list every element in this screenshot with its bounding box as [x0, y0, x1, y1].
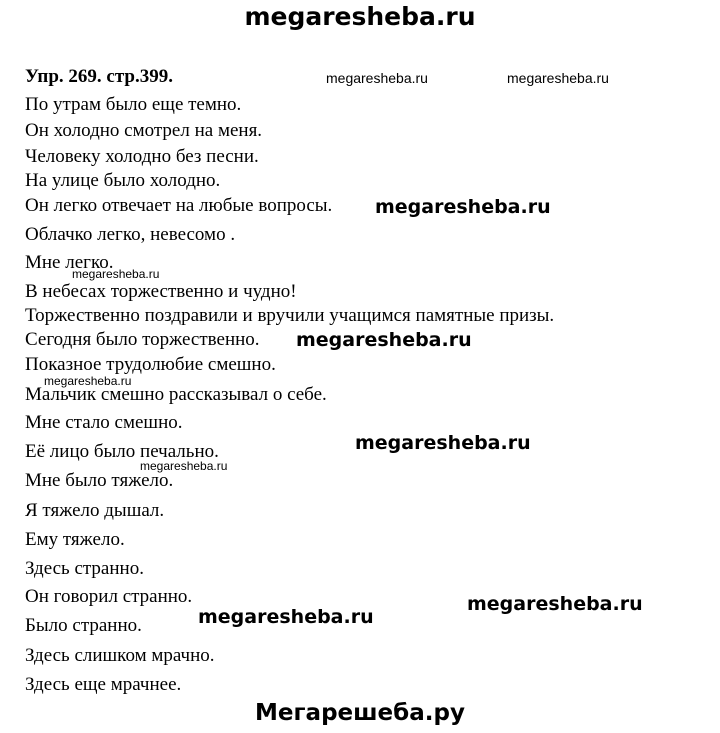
watermark: megaresheba.ru	[44, 374, 132, 388]
text-line-20: Было странно.	[25, 615, 142, 636]
text-line-17: Ему тяжело.	[25, 529, 125, 550]
watermark: megaresheba.ru	[140, 459, 228, 473]
text-line-15: Мне было тяжело.	[25, 470, 174, 491]
watermark: megaresheba.ru	[72, 267, 160, 281]
watermark: megaresheba.ru	[375, 196, 551, 218]
text-line-21: Здесь слишком мрачно.	[25, 645, 215, 666]
text-line-14: Её лицо было печально.	[25, 441, 219, 462]
exercise-heading: Упр. 269. стр.399.	[25, 66, 173, 87]
text-line-19: Он говорил странно.	[25, 586, 193, 607]
watermark: megaresheba.ru	[198, 606, 374, 628]
watermark: megaresheba.ru	[507, 70, 609, 86]
text-line-5: Он легко отвечает на любые вопросы.	[25, 195, 333, 216]
text-line-7: Мне легко.	[25, 252, 114, 273]
text-line-2: Он холодно смотрел на меня.	[25, 120, 263, 141]
watermark: megaresheba.ru	[326, 70, 428, 86]
footer-title: Мегарешеба.ру	[255, 700, 465, 726]
watermark: megaresheba.ru	[296, 329, 472, 351]
text-line-3: Человеку холодно без песни.	[25, 146, 259, 167]
text-line-4: На улице было холодно.	[25, 170, 221, 191]
text-line-12: Мальчик смешно рассказывал о себе.	[25, 384, 327, 405]
text-line-16: Я тяжело дышал.	[25, 500, 165, 521]
text-line-18: Здесь странно.	[25, 558, 144, 579]
watermark: megaresheba.ru	[355, 432, 531, 454]
text-line-10: Сегодня было торжественно.	[25, 329, 260, 350]
text-line-13: Мне стало смешно.	[25, 412, 183, 433]
site-title: megaresheba.ru	[244, 2, 476, 31]
text-line-6: Облачко легко, невесомо .	[25, 224, 236, 245]
text-line-22: Здесь еще мрачнее.	[25, 674, 182, 695]
text-line-1: По утрам было еще темно.	[25, 94, 242, 115]
text-line-8: В небесах торжественно и чудно!	[25, 281, 297, 302]
text-line-11: Показное трудолюбие смешно.	[25, 354, 276, 375]
watermark: megaresheba.ru	[467, 593, 643, 615]
text-line-9: Торжественно поздравили и вручили учащимся памятные призы.	[25, 305, 555, 326]
